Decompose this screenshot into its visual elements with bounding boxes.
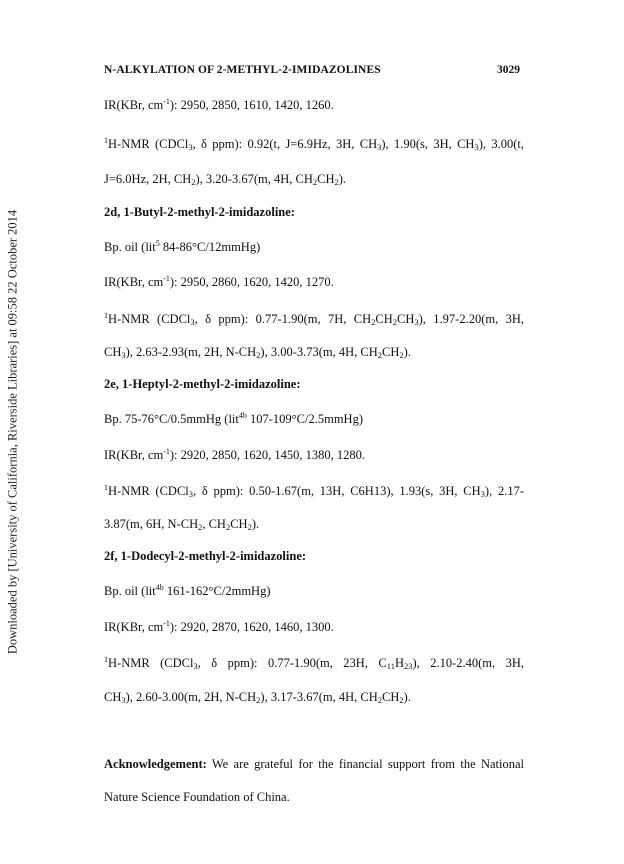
nmr-line-2d-2: $CH_3$), 2.63-2.93(m, 2H, $N-CH_2$), 3.00-3.73(m, 4H, $CH_2CH_2$). — [104, 345, 411, 360]
download-watermark — [0, 0, 26, 864]
nmr-line-2c-1: $^1$H-NMR (CDCl$_3$, δ ppm): 0.92(t, J=6.9Hz, 3H, $CH_3$), 1.90(s, 3H, $CH_3$), 3.00(t, — [104, 136, 524, 152]
ir-line-2c: IR(KBr, $cm^{-1}$): 2950, 2850, 1610, 1420, 1260. — [104, 97, 334, 112]
nmr-line-2e-1: $^1$H-NMR (CDCl$_3$, δ ppm): 0.50-1.67(m, 13H, C6H13), 1.93(s, 3H, $CH_3$), 2.17- — [104, 483, 524, 499]
running-header-title: N-ALKYLATION OF 2-METHYL-2-IMIDAZOLINES — [104, 64, 381, 76]
acknowledgement-label: Acknowledgement: — [104, 757, 207, 771]
ir-line-2e: IR(KBr, $cm^{-1}$): 2920, 2850, 1620, 1450, 1380, 1280. — [104, 447, 366, 462]
nmr-line-2d-1: $^1$H-NMR (CDCl$_3$, δ ppm): 0.77-1.90(m, 7H, $CH_2CH_2CH_3$), 1.97-2.20(m, 3H, — [104, 311, 524, 327]
compound-heading-2f: 2f, 1-Dodecyl-2-methyl-2-imidazoline: — [104, 549, 307, 563]
bp-line-2d: Bp. oil (lit$^5$ 84-86°C/12mmHg) — [104, 239, 261, 254]
bp-line-2e: Bp. 75-76°C/0.5mmHg (lit$^{4b}$ 107-109°C/2.5mmHg) — [104, 411, 363, 426]
nmr-line-2e-2: 3.87(m, 6H, $N-CH_2$, $CH_2CH_2$). — [104, 517, 260, 532]
acknowledgement-line-2: Nature Science Foundation of China. — [104, 790, 290, 804]
download-watermark-text: Downloaded by [University of California, Riverside Libraries] at 09:58 22 October 2014 — [5, 209, 20, 655]
compound-heading-2d: 2d, 1-Butyl-2-methyl-2-imidazoline: — [104, 205, 295, 219]
nmr-line-2f-1: $^1$H-NMR (CDCl$_3$, δ ppm): 0.77-1.90(m, 23H, $C_{11}H_{23}$), 2.10-2.40(m, 3H, — [104, 655, 524, 671]
nmr-line-2c-2: J=6.0Hz, 2H, $CH_2$), 3.20-3.67(m, 4H, $CH_2CH_2$). — [104, 172, 347, 187]
ir-line-2d: IR(KBr, $cm^{-1}$): 2950, 2860, 1620, 1420, 1270. — [104, 274, 334, 289]
nmr-line-2f-2: $CH_3$), 2.60-3.00(m, 2H, $N-CH_2$), 3.17-3.67(m, 4H, $CH_2CH_2$). — [104, 690, 411, 705]
ir-line-2f: IR(KBr, $cm^{-1}$): 2920, 2870, 1620, 1460, 1300. — [104, 619, 334, 634]
compound-heading-2e: 2e, 1-Heptyl-2-methyl-2-imidazoline: — [104, 377, 301, 391]
page-number: 3029 — [497, 64, 520, 76]
bp-line-2f: Bp. oil (lit$^{4b}$ 161-162°C/2mmHg) — [104, 583, 271, 598]
acknowledgement-line-1: Acknowledgement: We are grateful for the financial support from the National — [104, 757, 524, 771]
